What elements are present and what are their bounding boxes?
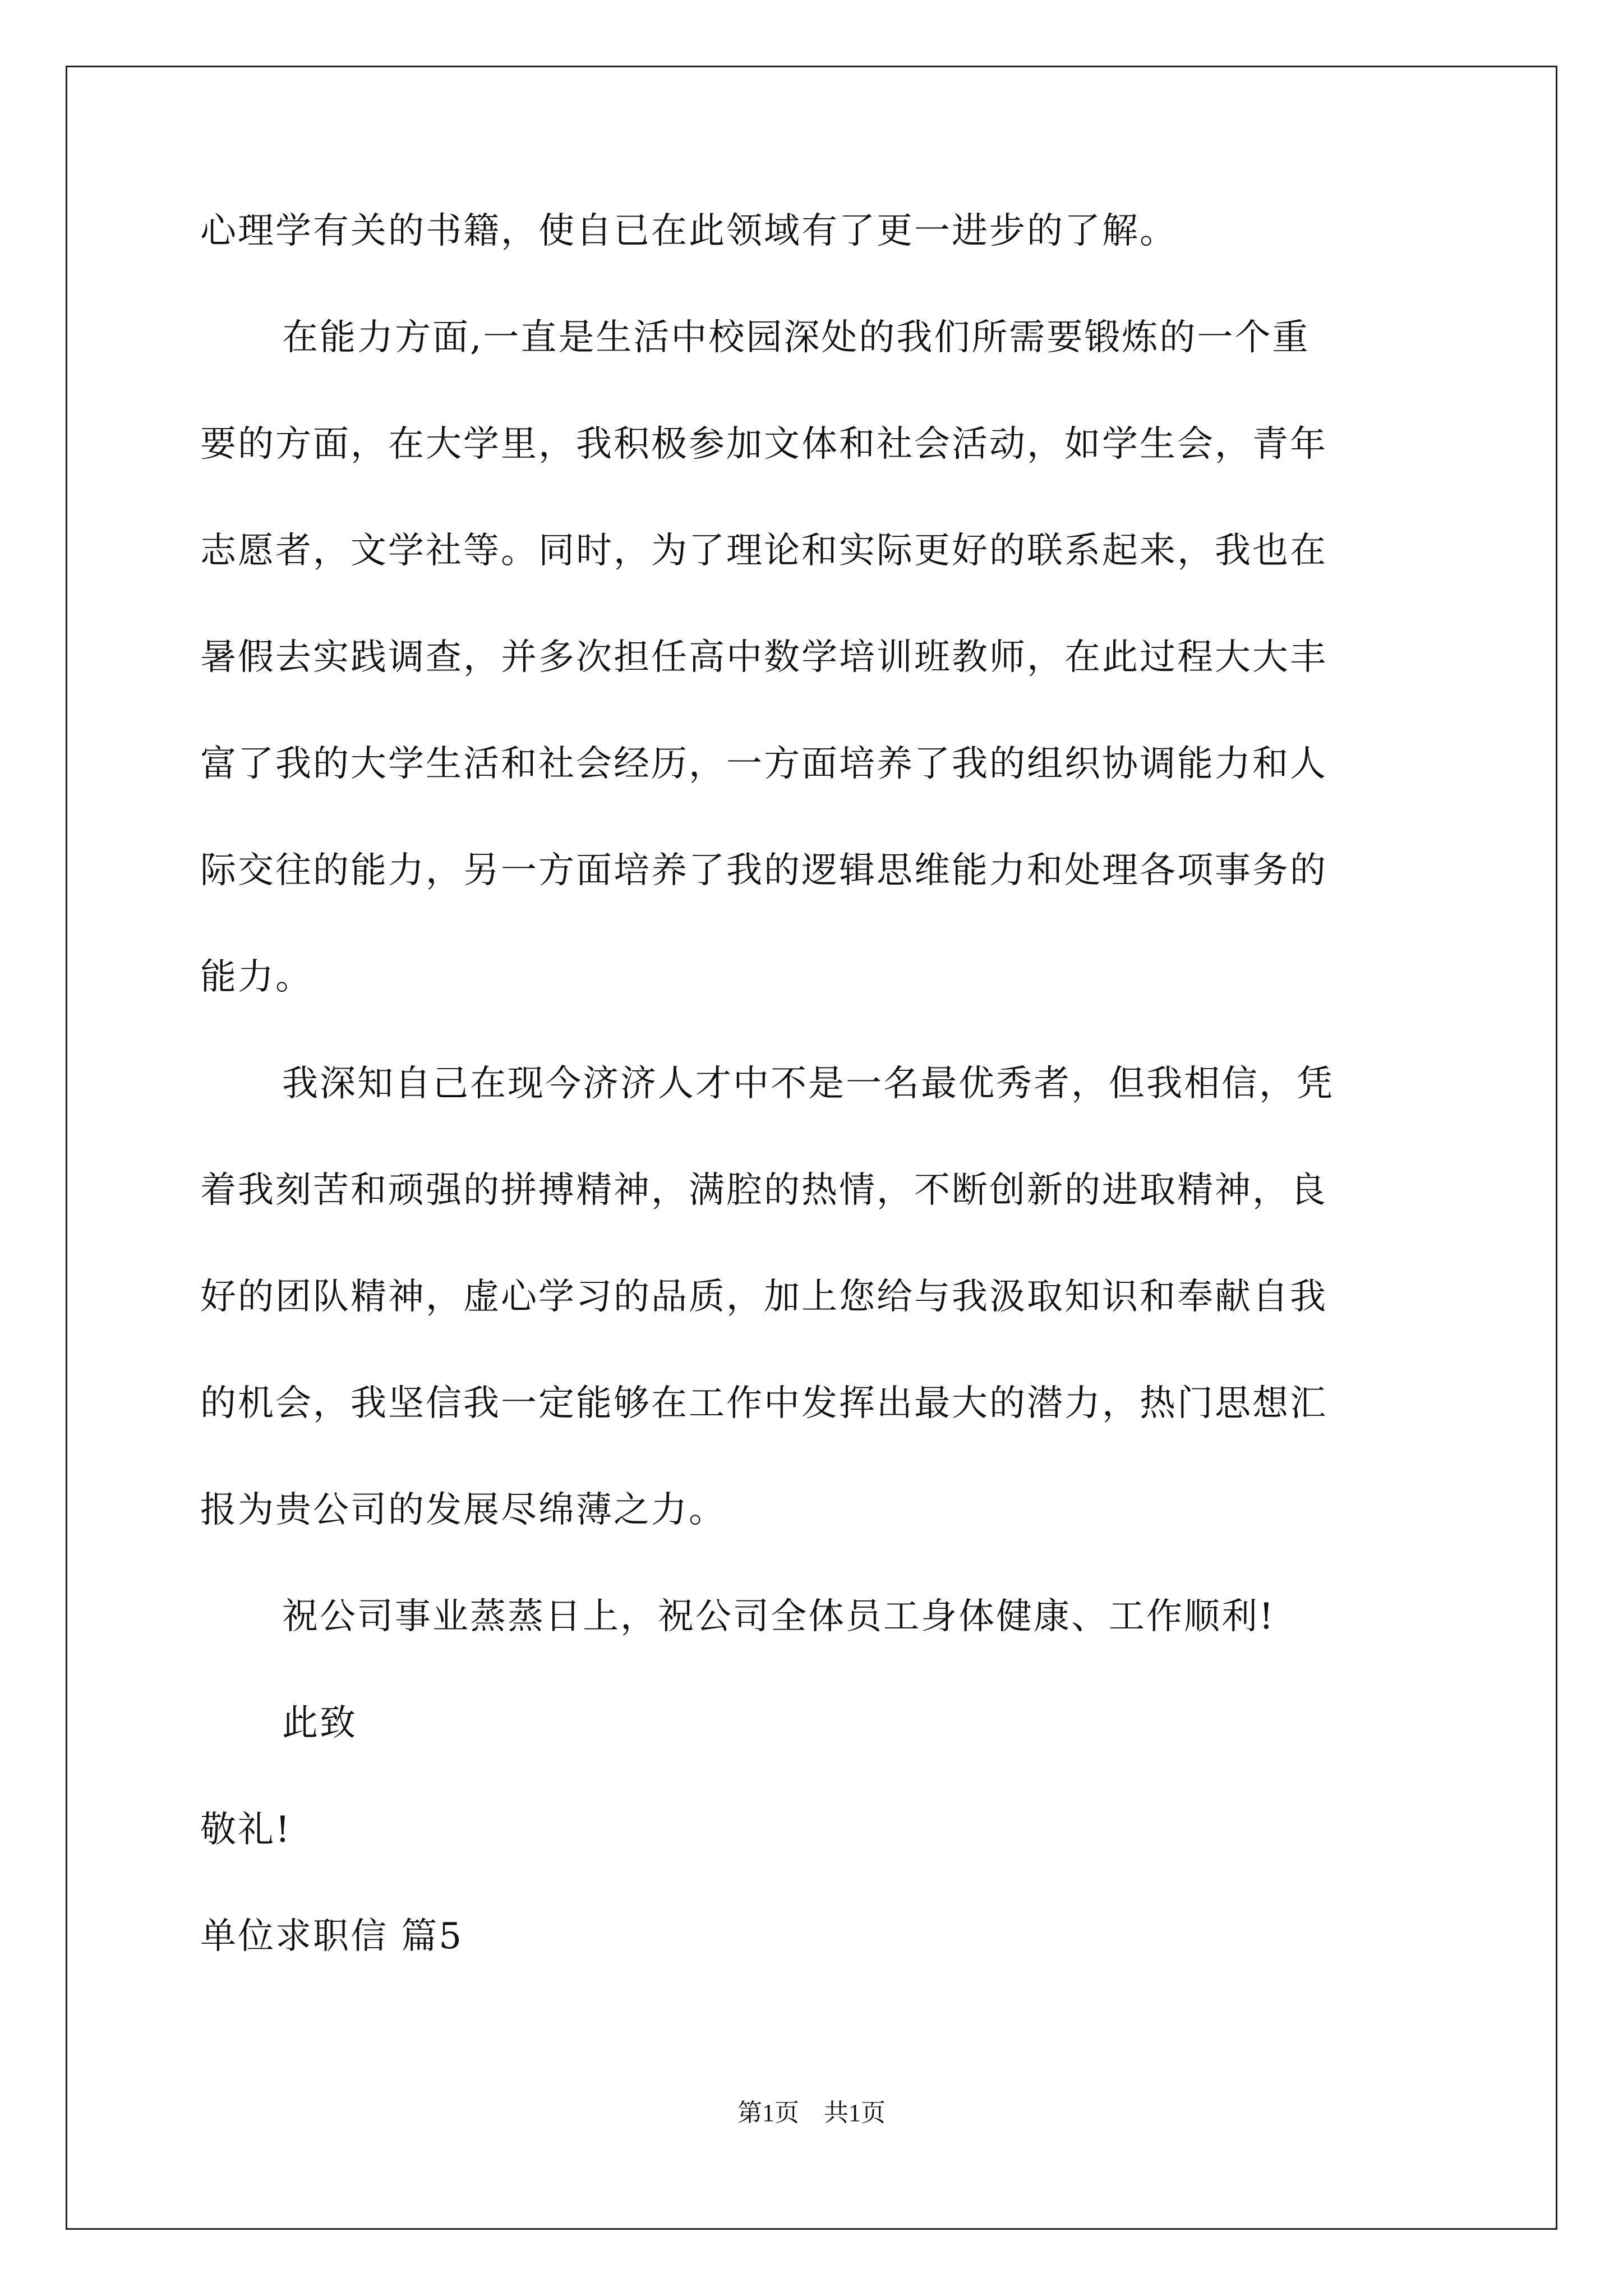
section-heading: 单位求职信 篇5 [200,1916,464,1957]
page-footer: 第1页 共1页 [737,2099,886,2127]
closing-salutation: 此致 [282,1703,357,1744]
body-line: 好的团队精神，虚心学习的品质，加上您给与我汲取知识和奉献自我 [200,1276,1327,1318]
body-line: 暑假去实践调查，并多次担任高中数学培训班教师，在此过程大大丰 [200,637,1327,678]
body-line: 要的方面，在大学里，我积极参加文体和社会活动，如学生会，青年 [200,424,1327,465]
body-line: 志愿者，文学社等。同时，为了理论和实际更好的联系起来，我也在 [200,530,1327,572]
body-line: 报为贵公司的发展尽绵薄之力。 [200,1489,726,1531]
body-line: 富了我的大学生活和社会经历，一方面培养了我的组织协调能力和人 [200,743,1327,785]
closing-wish: 祝公司事业蒸蒸日上，祝公司全体员工身体健康、工作顺利! [282,1596,1275,1637]
body-line: 际交往的能力，另一方面培养了我的逻辑思维能力和处理各项事务的 [200,850,1327,891]
body-line: 在能力方面,一直是生活中校园深处的我们所需要锻炼的一个重 [282,317,1310,358]
body-line: 我深知自己在现今济济人才中不是一名最优秀者，但我相信，凭 [282,1063,1334,1105]
body-line: 着我刻苦和顽强的拼搏精神，满腔的热情，不断创新的进取精神，良 [200,1170,1327,1211]
page-border [66,66,1557,2230]
body-line: 的机会，我坚信我一定能够在工作中发挥出最大的潜力，热门思想汇 [200,1383,1327,1424]
closing-respect: 敬礼! [200,1809,292,1851]
body-line: 能力。 [200,956,313,998]
body-line: 心理学有关的书籍，使自已在此领域有了更一进步的了解。 [200,210,1177,252]
